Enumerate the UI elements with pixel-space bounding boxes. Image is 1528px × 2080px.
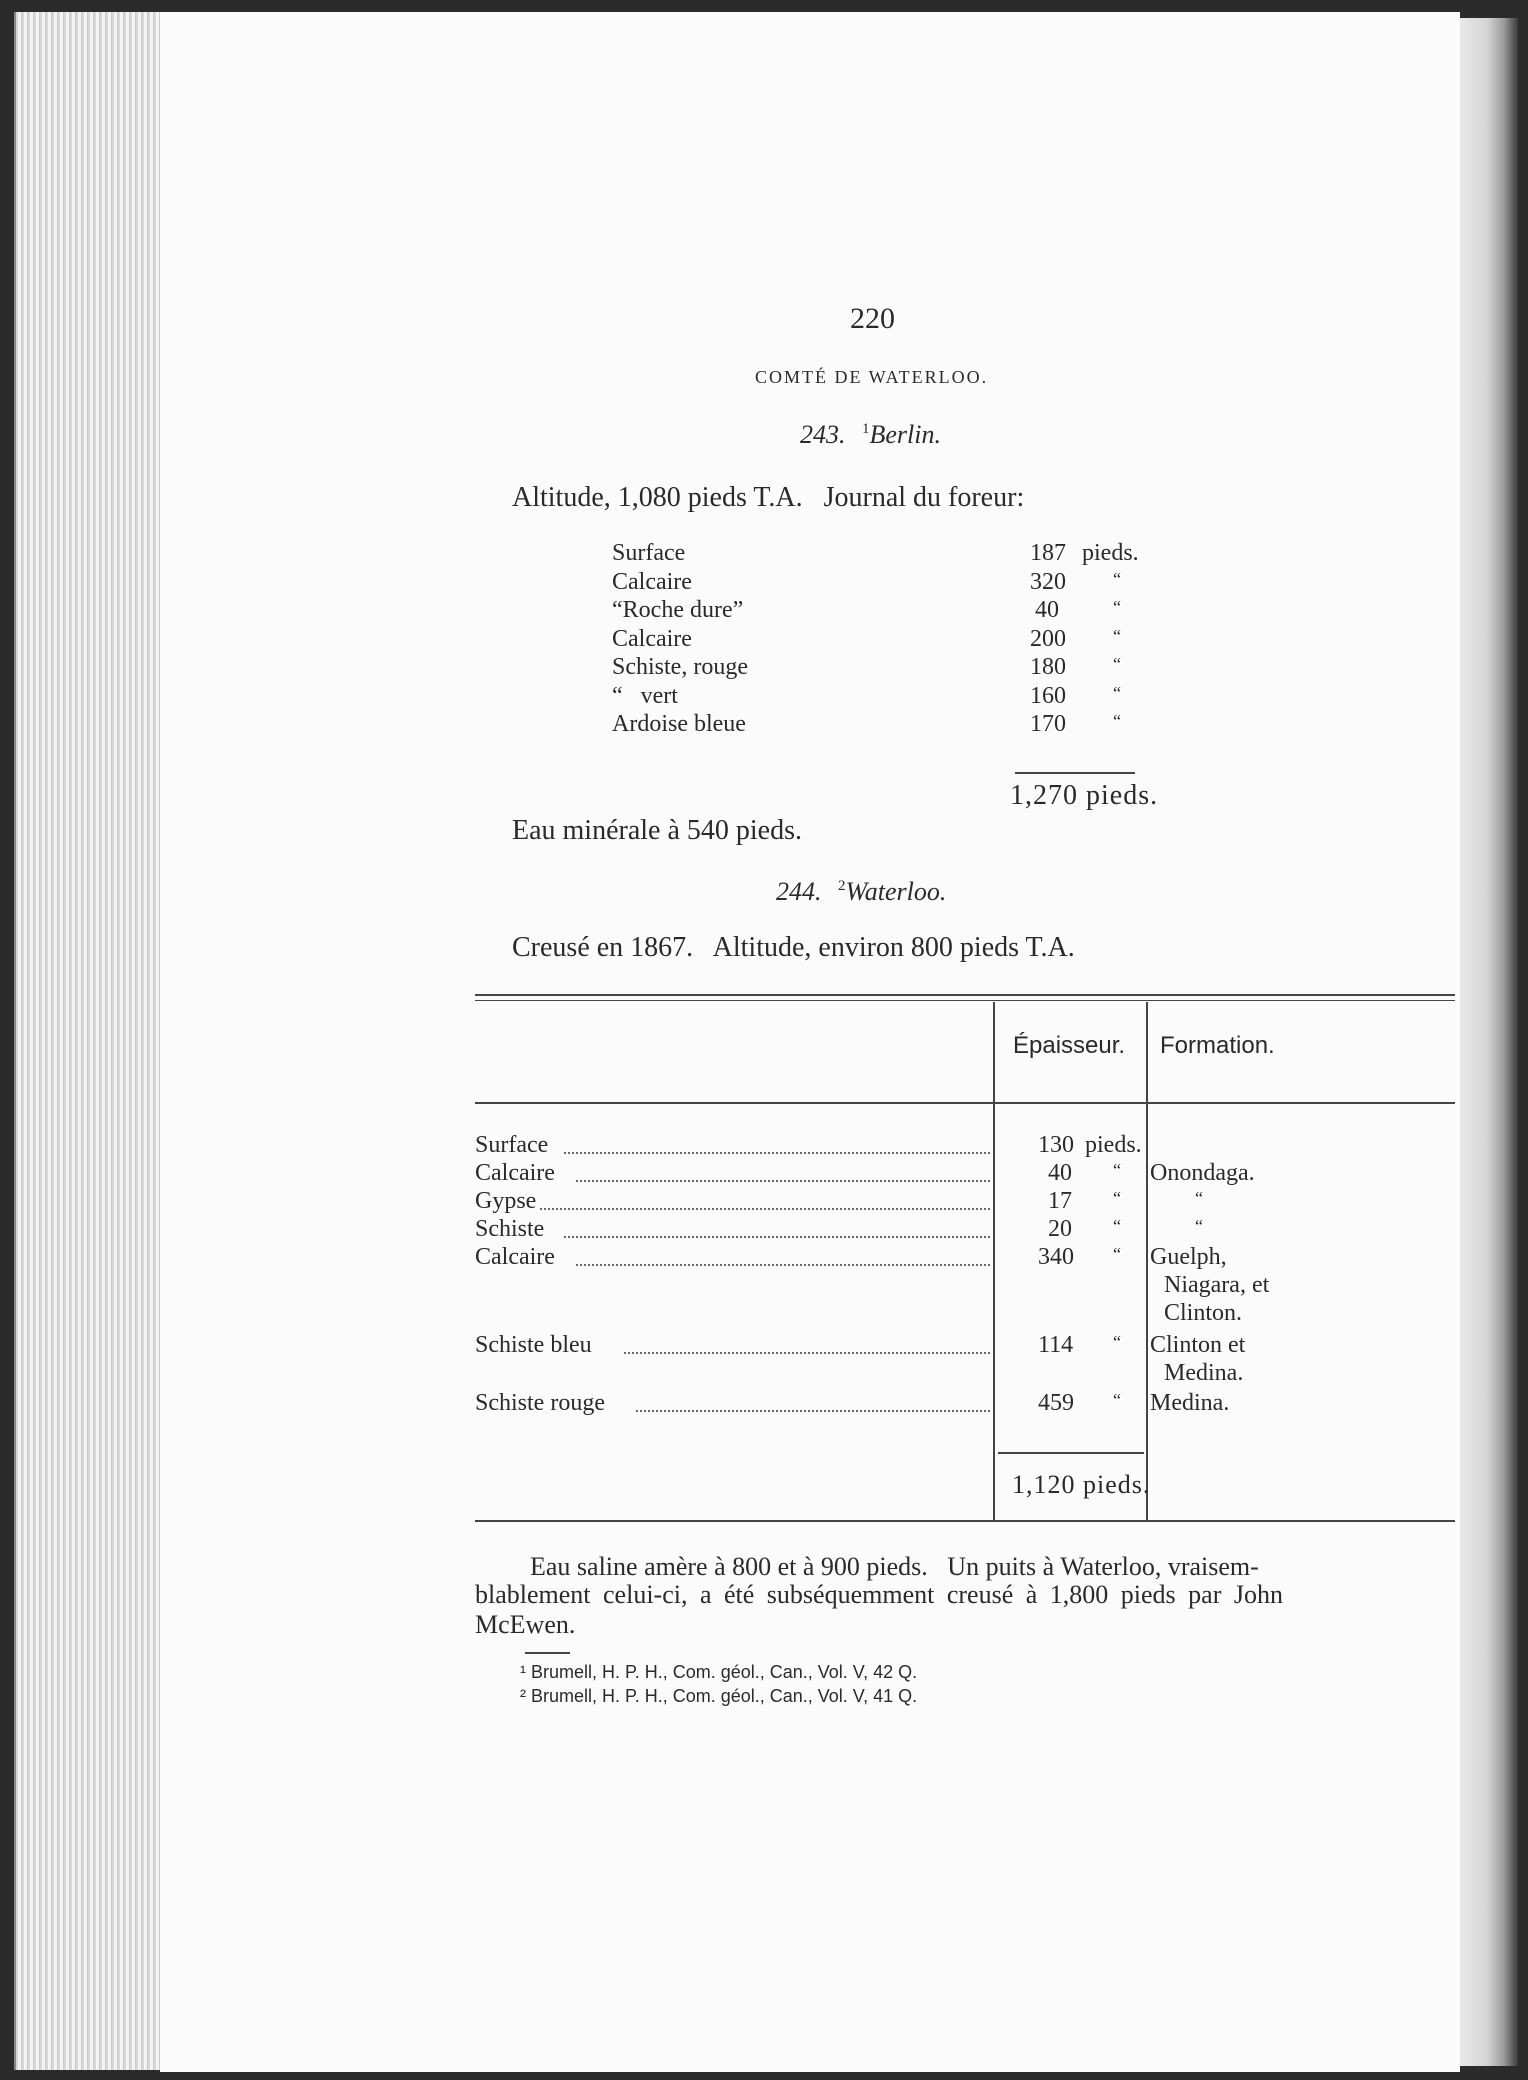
table-row-label: Calcaire [475, 1244, 555, 1270]
footnote-ref-2: 2 [838, 878, 846, 895]
drill-log-value: 320 [1030, 568, 1066, 595]
column-header-thickness: Épaisseur. [1013, 1032, 1126, 1059]
total-rule-244 [998, 1452, 1144, 1454]
formation-text: Guelph, [1150, 1244, 1227, 1270]
footnote-separator [525, 1652, 570, 1654]
drill-log-label: “ vert [612, 682, 678, 709]
ditto-mark: “ [1113, 1216, 1121, 1236]
table-row-label: Schiste rouge [475, 1390, 605, 1416]
ditto-mark: “ [1113, 1188, 1121, 1208]
ditto-mark: “ [1113, 711, 1121, 731]
table-row-label: Schiste [475, 1216, 545, 1242]
drill-log-label: Surface [612, 540, 686, 566]
drill-log-value: 200 [1030, 625, 1066, 652]
ditto-mark: “ [1113, 1390, 1121, 1410]
total-rule-243 [1015, 772, 1135, 774]
book-page [160, 12, 1460, 2072]
page-number: 220 [850, 302, 895, 335]
ditto-mark: “ [1113, 654, 1121, 674]
section-243-heading [800, 420, 941, 450]
table-row-label: Calcaire [475, 1160, 555, 1186]
ditto-mark: “ [1113, 568, 1121, 589]
table-row-value: 340 [1038, 1244, 1074, 1270]
table-row-value: 459 [1038, 1390, 1074, 1416]
leader-dots [624, 1352, 990, 1354]
table-bottom-rule [475, 1520, 1455, 1522]
total-244: 1,120 pieds. [1012, 1470, 1151, 1499]
table-top-rule-1 [475, 994, 1455, 996]
drill-log-label: Ardoise bleue [612, 711, 746, 737]
formation-text: Clinton et [1150, 1332, 1246, 1358]
table-row-label: Schiste bleu [475, 1332, 592, 1358]
table-row-value: 17 [1048, 1188, 1072, 1214]
column-header-formation: Formation. [1160, 1032, 1275, 1059]
section-244-para-line3: McEwen. [475, 1610, 576, 1639]
formation-text: Onondaga. [1150, 1160, 1255, 1186]
table-col-divider-2 [1146, 1002, 1148, 1520]
ditto-mark: “ [1113, 1244, 1121, 1264]
leader-dots [636, 1410, 990, 1412]
leader-dots [576, 1264, 990, 1266]
footnote-ref-1: 1 [862, 421, 870, 438]
table-top-rule-2 [475, 1000, 1455, 1001]
drill-log-label: Calcaire [612, 568, 692, 595]
section-244-para-line1: Eau saline amère à 800 et à 900 pieds. Un puits à Waterloo, vraisem- [530, 1552, 1259, 1581]
leader-dots [576, 1180, 990, 1182]
section-244-intro: Creusé en 1867. Altitude, environ 800 pieds T.A. [512, 932, 1075, 963]
leader-dots [540, 1208, 990, 1210]
table-row-label: Surface [475, 1132, 549, 1158]
formation-text: Medina. [1164, 1360, 1244, 1386]
table-row-value: 114 [1038, 1332, 1074, 1358]
ditto-mark: “ [1113, 597, 1121, 617]
section-244-number: 244. [776, 877, 822, 906]
ditto-mark: “ [1195, 1188, 1203, 1208]
drill-log-label: Schiste, rouge [612, 654, 748, 680]
section-244-title: Waterloo. [845, 877, 947, 906]
ditto-mark: “ [1195, 1216, 1203, 1236]
section-243-title: Berlin. [869, 420, 941, 449]
drill-log-value: 180 [1030, 654, 1066, 680]
formation-text: Niagara, et [1164, 1272, 1270, 1298]
section-243-number: 243. [800, 420, 846, 449]
formation-text: Medina. [1150, 1390, 1230, 1416]
footnote-2: ² Brumell, H. P. H., Com. géol., Can., Vol. V, 41 Q. [520, 1686, 918, 1706]
table-row-value: 40 [1048, 1160, 1072, 1186]
table-col-divider-1 [993, 1002, 995, 1520]
total-243: 1,270 pieds. [1010, 780, 1159, 811]
drill-log-unit: pieds. [1082, 540, 1139, 566]
drill-log-value: 40 [1035, 597, 1059, 623]
section-244-heading [776, 877, 946, 907]
drill-log-value: 187 [1030, 540, 1066, 566]
ditto-mark: “ [1113, 1160, 1121, 1180]
drill-log-value: 160 [1030, 682, 1066, 709]
table-row-unit: pieds. [1085, 1132, 1142, 1158]
section-243-intro: Altitude, 1,080 pieds T.A. Journal du foreur: [512, 482, 1025, 513]
table-row-value: 20 [1048, 1216, 1072, 1242]
table-row-value: 130 [1038, 1132, 1074, 1158]
table-row-label: Gypse [475, 1188, 537, 1214]
drill-log-value: 170 [1030, 711, 1066, 737]
formation-text: Clinton. [1164, 1300, 1243, 1326]
footnote-1: ¹ Brumell, H. P. H., Com. géol., Can., Vol. V, 42 Q. [520, 1662, 918, 1682]
section-243-note: Eau minérale à 540 pieds. [512, 815, 803, 846]
ditto-mark: “ [1113, 1332, 1121, 1352]
ditto-mark: “ [1113, 625, 1121, 646]
leader-dots [564, 1236, 990, 1238]
header-bottom-rule [475, 1102, 1455, 1104]
book-page-edges-left [14, 12, 166, 2070]
ditto-mark: “ [1113, 682, 1121, 703]
drill-log-label: “Roche dure” [612, 597, 744, 623]
drill-log-label: Calcaire [612, 625, 692, 652]
running-head: COMTÉ DE WATERLOO. [755, 367, 989, 387]
section-244-para-line2: blablement celui-ci, a été subséquemment creusé à 1,800 pieds par John [475, 1580, 1283, 1609]
leader-dots [564, 1152, 990, 1154]
